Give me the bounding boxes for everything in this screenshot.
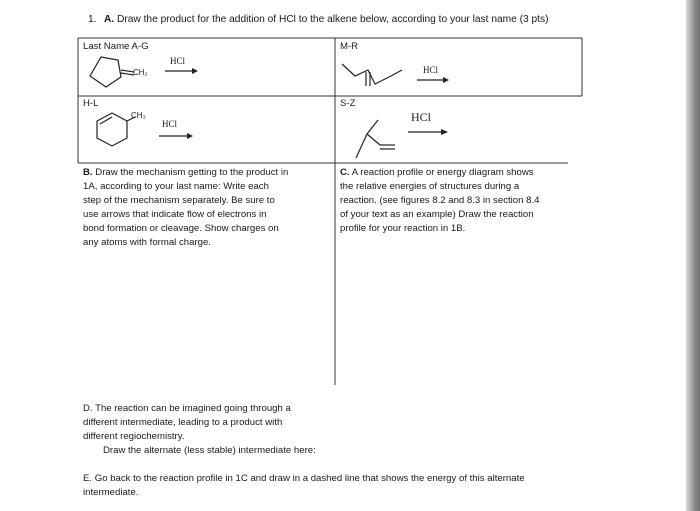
part-d-instruction: Draw the alternate (less stable) intermediate here: (103, 445, 316, 456)
question-number: 1. (88, 14, 97, 25)
cell-label-s-z: S-Z (340, 98, 356, 109)
cell-label-a-g: Last Name A-G (83, 41, 149, 52)
part-b-line-6: any atoms with formal charge. (83, 237, 211, 248)
part-b-line-5: bond formation or cleavage. Show charges on (83, 223, 279, 234)
part-b-line-1: B. Draw the mechanism getting to the product in (83, 167, 289, 178)
arrowhead-mr (443, 77, 449, 83)
branched-alkene-structure (342, 64, 402, 86)
part-a-label: A. (104, 14, 115, 25)
arrowhead-hl (187, 133, 193, 139)
part-c-line-4: of your text as an example) Draw the reaction (340, 209, 534, 220)
reagent-hcl-sz: HCl (411, 110, 432, 124)
reagent-hcl-hl: HCl (162, 119, 178, 129)
part-d-line-1: D. The reaction can be imagined going through a (83, 403, 291, 414)
part-b-label: B. (83, 167, 93, 178)
cell-label-m-r: M-R (340, 41, 359, 52)
part-d-line-3: different regiochemistry. (83, 431, 185, 442)
part-b-line-3: step of the mechanism separately. Be sure to (83, 195, 275, 206)
cell-label-h-l: H-L (83, 98, 99, 109)
substituent-ch2: CH₂ (133, 68, 148, 77)
reagent-hcl-ag: HCl (170, 56, 186, 66)
substituent-ch3: CH₃ (131, 111, 146, 120)
part-b-line-4: use arrows that indicate flow of electrons in (83, 209, 267, 220)
part-a-instructions: Draw the product for the addition of HCl to the alkene below, according to your last name (3 pts) (117, 14, 549, 25)
part-e-line-1: E. Go back to the reaction profile in 1C and draw in a dashed line that shows the energy of this alternate (83, 473, 525, 484)
methylcyclohexene-structure (97, 113, 135, 146)
arrowhead-sz (441, 129, 448, 135)
arrowhead-ag (192, 68, 198, 74)
part-d-line-2: different intermediate, leading to a product with (83, 417, 283, 428)
part-c-line-1: C. A reaction profile or energy diagram shows (340, 167, 534, 178)
part-e-line-2: intermediate. (83, 487, 139, 498)
reagent-hcl-mr: HCl (423, 65, 439, 75)
part-c-label: C. (340, 167, 350, 178)
methylenecyclopentane-structure (90, 57, 134, 87)
page-edge-shadow (686, 0, 700, 511)
part-c-line-5: profile for your reaction in 1B. (340, 223, 466, 234)
alkene-structure-sz (356, 120, 395, 158)
part-b-line-2: 1A, according to your last name: Write each (83, 181, 269, 192)
part-c-line-2: the relative energies of structures during a (340, 181, 520, 192)
part-c-line-3: reaction. (see figures 8.2 and 8.3 in section 8.4 (340, 195, 540, 206)
